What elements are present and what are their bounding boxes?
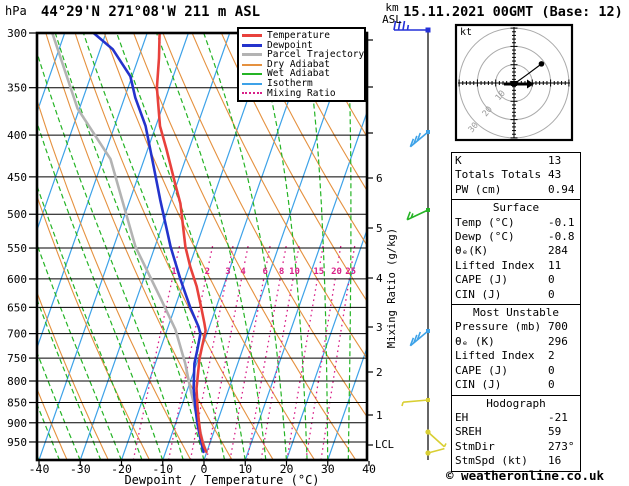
hodograph xyxy=(456,25,572,140)
x-axis xyxy=(29,461,376,486)
svg-text:30: 30 xyxy=(320,462,335,476)
table-row xyxy=(452,154,580,168)
indices-table xyxy=(451,153,581,472)
row-label: EH xyxy=(455,410,469,424)
svg-text:Dewpoint / Temperature (°C): Dewpoint / Temperature (°C) xyxy=(124,473,320,486)
mixing-ratio-axis-label: Mixing Ratio (g/kg) xyxy=(386,227,398,349)
svg-text:750: 750 xyxy=(7,352,27,366)
row-label: StmSpd (kt) xyxy=(455,454,528,468)
svg-text:6: 6 xyxy=(376,172,383,185)
svg-text:20: 20 xyxy=(331,267,342,277)
row-label: SREH xyxy=(455,425,482,439)
svg-text:3: 3 xyxy=(376,321,383,334)
row-value: 0 xyxy=(548,287,555,301)
svg-text:8: 8 xyxy=(278,267,285,277)
hodograph-ring-label: 10 xyxy=(493,88,508,103)
station-title: 44°29'N 271°08'W 211 m ASL xyxy=(40,4,261,20)
hodograph-ring-label: 20 xyxy=(480,104,495,119)
legend-item xyxy=(242,89,361,99)
wind-barb xyxy=(407,210,428,220)
copyright-label: © weatheronline.co.uk xyxy=(446,468,605,483)
row-label: K xyxy=(455,154,462,167)
row-value: 0.94 xyxy=(548,182,575,196)
svg-text:-40: -40 xyxy=(28,462,50,476)
table-section xyxy=(451,152,581,200)
row-value: 16 xyxy=(548,454,562,468)
row-value: 11 xyxy=(548,258,562,272)
svg-text:-20: -20 xyxy=(111,462,132,476)
svg-text:850: 850 xyxy=(7,396,27,410)
altitude-unit-km: km xyxy=(385,1,399,14)
row-label: Dewp (°C) xyxy=(455,230,515,244)
svg-text:10: 10 xyxy=(289,267,300,277)
svg-text:600: 600 xyxy=(7,272,27,286)
table-row xyxy=(452,216,580,230)
lcl-label: LCL xyxy=(375,439,394,451)
row-label: CIN (J) xyxy=(455,287,502,301)
table-row xyxy=(452,168,580,182)
svg-text:0: 0 xyxy=(200,462,208,476)
row-value: 13 xyxy=(548,154,562,167)
legend-label: Mixing Ratio xyxy=(267,87,336,99)
temperature-curve xyxy=(157,33,207,452)
legend-swatch-mixing-ratio xyxy=(242,92,262,94)
row-label: θₑ(K) xyxy=(455,244,489,258)
table-section-title: Hodograph xyxy=(486,396,546,410)
row-value: 0 xyxy=(548,363,555,377)
svg-text:-10: -10 xyxy=(152,462,174,476)
row-value: 0 xyxy=(548,378,555,392)
svg-text:500: 500 xyxy=(7,208,27,222)
table-row xyxy=(452,288,580,302)
table-row xyxy=(452,335,580,349)
row-label: CAPE (J) xyxy=(455,273,508,287)
legend-swatch-dewpoint xyxy=(242,44,262,47)
altitude-unit-asl: ASL xyxy=(382,13,402,26)
altitude-axis-unit xyxy=(372,2,412,26)
legend-box xyxy=(237,27,366,102)
svg-text:4: 4 xyxy=(376,272,383,285)
svg-text:450: 450 xyxy=(7,170,27,184)
table-row xyxy=(452,273,580,287)
row-label: CIN (J) xyxy=(455,378,502,392)
table-row xyxy=(452,259,580,273)
row-value: -0.1 xyxy=(548,215,575,229)
svg-text:700: 700 xyxy=(7,327,27,341)
pressure-axis xyxy=(7,27,37,449)
row-value: 296 xyxy=(548,334,568,348)
hodograph-ring-label: 30 xyxy=(466,120,481,135)
mixing-ratio-group xyxy=(133,246,357,460)
legend-label: Isotherm xyxy=(267,78,313,90)
row-value: 2 xyxy=(548,349,555,363)
row-value: 0 xyxy=(548,273,555,287)
row-label: θₑ (K) xyxy=(455,334,495,348)
wind-barb xyxy=(403,400,428,402)
table-row xyxy=(452,425,580,439)
svg-text:300: 300 xyxy=(7,27,27,40)
table-section xyxy=(451,395,581,472)
hodograph-unit-label: kt xyxy=(460,27,473,38)
svg-text:4: 4 xyxy=(240,267,246,277)
svg-text:950: 950 xyxy=(7,435,27,449)
svg-text:1: 1 xyxy=(171,267,177,277)
row-label: Lifted Index xyxy=(455,349,535,363)
row-label: StmDir xyxy=(455,439,495,453)
legend-swatch-isotherm xyxy=(242,83,262,85)
svg-text:25: 25 xyxy=(345,267,357,277)
row-value: 59 xyxy=(548,425,562,439)
table-row xyxy=(452,454,580,468)
table-row xyxy=(452,378,580,392)
row-label: CAPE (J) xyxy=(455,363,508,377)
svg-text:900: 900 xyxy=(7,416,27,430)
svg-text:350: 350 xyxy=(7,81,27,95)
legend-swatch-temperature xyxy=(242,34,262,37)
legend-label: Dry Adiabat xyxy=(267,58,330,70)
svg-text:6: 6 xyxy=(262,267,268,277)
legend-label: Temperature xyxy=(267,30,330,42)
table-row xyxy=(452,411,580,425)
pressure-axis-unit-label: hPa xyxy=(5,4,27,18)
table-section xyxy=(451,199,581,305)
row-value: 43 xyxy=(548,168,562,182)
svg-text:400: 400 xyxy=(7,129,27,143)
svg-text:5: 5 xyxy=(376,222,383,235)
table-row xyxy=(452,364,580,378)
table-row xyxy=(452,320,580,334)
legend-label: Dewpoint xyxy=(267,39,313,51)
row-value: 284 xyxy=(548,244,568,258)
table-row xyxy=(452,183,580,197)
row-label: Pressure (mb) xyxy=(455,320,542,334)
svg-text:40: 40 xyxy=(362,462,376,476)
row-label: PW (cm) xyxy=(455,182,502,196)
table-section-title: Surface xyxy=(492,201,540,215)
row-label: Temp (°C) xyxy=(455,215,515,229)
mixing-ratio-labels xyxy=(171,267,356,277)
svg-text:15: 15 xyxy=(313,267,325,277)
altitude-axis xyxy=(367,40,383,445)
legend-swatch-parcel-trajectory xyxy=(242,53,262,56)
pressure-lines-group xyxy=(37,88,367,442)
wind-barb xyxy=(428,432,444,447)
svg-text:3: 3 xyxy=(225,267,231,277)
svg-text:650: 650 xyxy=(7,301,27,315)
svg-text:-30: -30 xyxy=(69,462,91,476)
table-row xyxy=(452,440,580,454)
svg-text:20: 20 xyxy=(279,462,294,476)
row-value: 700 xyxy=(548,320,568,334)
table-row xyxy=(452,349,580,363)
legend-label: Parcel Trajectory xyxy=(267,49,365,61)
legend-label: Wet Adiabat xyxy=(267,68,330,80)
row-value: -21 xyxy=(548,410,568,424)
svg-text:550: 550 xyxy=(7,242,27,256)
legend-swatch-wet-adiabat xyxy=(242,73,262,75)
table-section-title: Most Unstable xyxy=(472,306,560,320)
row-label: Totals Totals xyxy=(455,168,542,182)
row-value: 273° xyxy=(548,439,575,453)
svg-text:10: 10 xyxy=(238,462,253,476)
table-section xyxy=(451,304,581,395)
table-row xyxy=(452,230,580,244)
svg-text:1: 1 xyxy=(376,409,383,422)
table-row xyxy=(452,244,580,258)
wind-barbs xyxy=(394,21,446,460)
datetime-label: 15.11.2021 00GMT (Base: 12) xyxy=(403,4,623,20)
row-label: Lifted Index xyxy=(455,258,535,272)
row-value: -0.8 xyxy=(548,230,575,244)
svg-text:2: 2 xyxy=(376,366,383,379)
legend-swatch-dry-adiabat xyxy=(242,64,262,66)
svg-text:2: 2 xyxy=(204,267,211,277)
svg-text:800: 800 xyxy=(7,374,27,388)
